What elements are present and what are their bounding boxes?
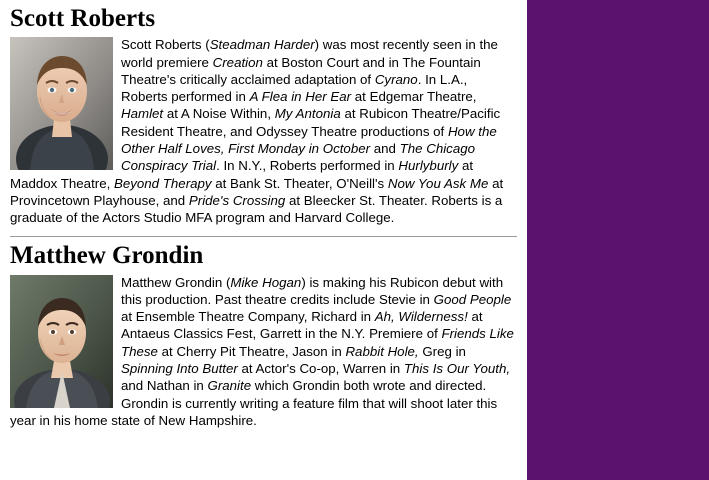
bio-run-italic: Pride's Crossing	[188, 192, 286, 208]
decorative-purple-band	[527, 0, 709, 480]
bio-run: at Actor's Co-op, Warren in	[237, 361, 404, 376]
bio-run: ) was most recently seen in the world premiere	[121, 37, 498, 70]
bio-run: which Grondin both wrote and directed. Grondin is currently writing a feature film that will shoot later this year in his home state of New Hampshire.	[10, 378, 498, 428]
bio-run: at Bleecker St. Theater. Roberts is a graduate of the Actors Studio MFA program and Harvard College.	[10, 192, 503, 226]
bio-run-italic: This Is Our Youth,	[403, 361, 511, 376]
bio-run-italic: Steadman Harder	[209, 37, 315, 53]
bio-run-italic: Cyrano	[374, 71, 418, 87]
bio-run-italic: Friends Like These	[121, 326, 514, 359]
bio-run: at Provincetown Playhouse, and	[10, 175, 504, 208]
bio-run-italic: Beyond Therapy	[113, 175, 212, 191]
bio-run-italic: A Flea in Her Ear	[249, 89, 352, 105]
performer-name: Scott Roberts	[10, 5, 156, 32]
bio-run: at Bank St. Theater, O'Neill's	[211, 175, 388, 191]
section-divider	[10, 236, 517, 237]
bio-run: at Rubicon Theatre/Pacific Resident Theatre, and Odyssey Theatre productions of	[121, 106, 501, 139]
bio-run-italic: Hurlyburly	[398, 158, 459, 174]
bio-entry-scott-roberts	[10, 6, 517, 226]
bio-run-italic: Granite	[207, 378, 252, 394]
bio-run: at Ensemble Theatre Company, Richard in	[121, 309, 375, 325]
bio-run-italic: Ah, Wilderness!	[374, 309, 468, 325]
bio-run-italic: Good People	[433, 291, 512, 307]
bio-run: . In L.A., Roberts performed in	[121, 71, 468, 105]
bio-run: at A Noise Within,	[163, 106, 275, 122]
bio-run: at Boston Court and in The Fountain Theatre's critically acclaimed adaptation of	[121, 54, 481, 87]
bio-run-italic: How the Other Half Loves, First Monday in October	[121, 123, 497, 156]
matthew-grondin-headshot	[10, 275, 113, 408]
bio-run: at Maddox Theatre,	[10, 158, 474, 191]
bio-run-italic: Hamlet	[121, 106, 164, 122]
scott-roberts-headshot	[10, 37, 113, 170]
bio-run-italic: Rabbit Hole,	[345, 343, 419, 359]
bio-run: and	[370, 140, 400, 156]
bio-run-italic: My Antonia	[274, 106, 341, 122]
bio-run: at Antaeus Classics Fest, Garrett in the N.Y. Premiere of	[121, 309, 483, 342]
bio-run: and Nathan in	[121, 378, 208, 394]
bio-run: ) is making his Rubicon debut with this production. Past theatre credits include Stevie in	[121, 274, 504, 307]
bio-run-italic: Spinning Into Butter	[121, 361, 238, 376]
bio-run: Greg in	[418, 343, 466, 359]
bio-entry-matthew-grondin	[10, 243, 517, 429]
performer-name: Matthew Grondin	[10, 242, 204, 270]
bio-run: Matthew Grondin (	[121, 274, 231, 290]
bio-run-italic: Now You Ask Me	[387, 175, 489, 191]
bio-run: Scott Roberts (	[121, 37, 210, 53]
bio-run-italic: Mike Hogan	[230, 274, 302, 290]
bio-run: at Edgemar Theatre,	[351, 89, 477, 105]
bio-run: at Cherry Pit Theatre, Jason in	[157, 343, 346, 359]
bio-run: . In N.Y., Roberts performed in	[216, 158, 399, 174]
bio-run-italic: The Chicago Conspiracy Trial	[121, 140, 476, 174]
bio-run-italic: Creation	[212, 54, 263, 70]
